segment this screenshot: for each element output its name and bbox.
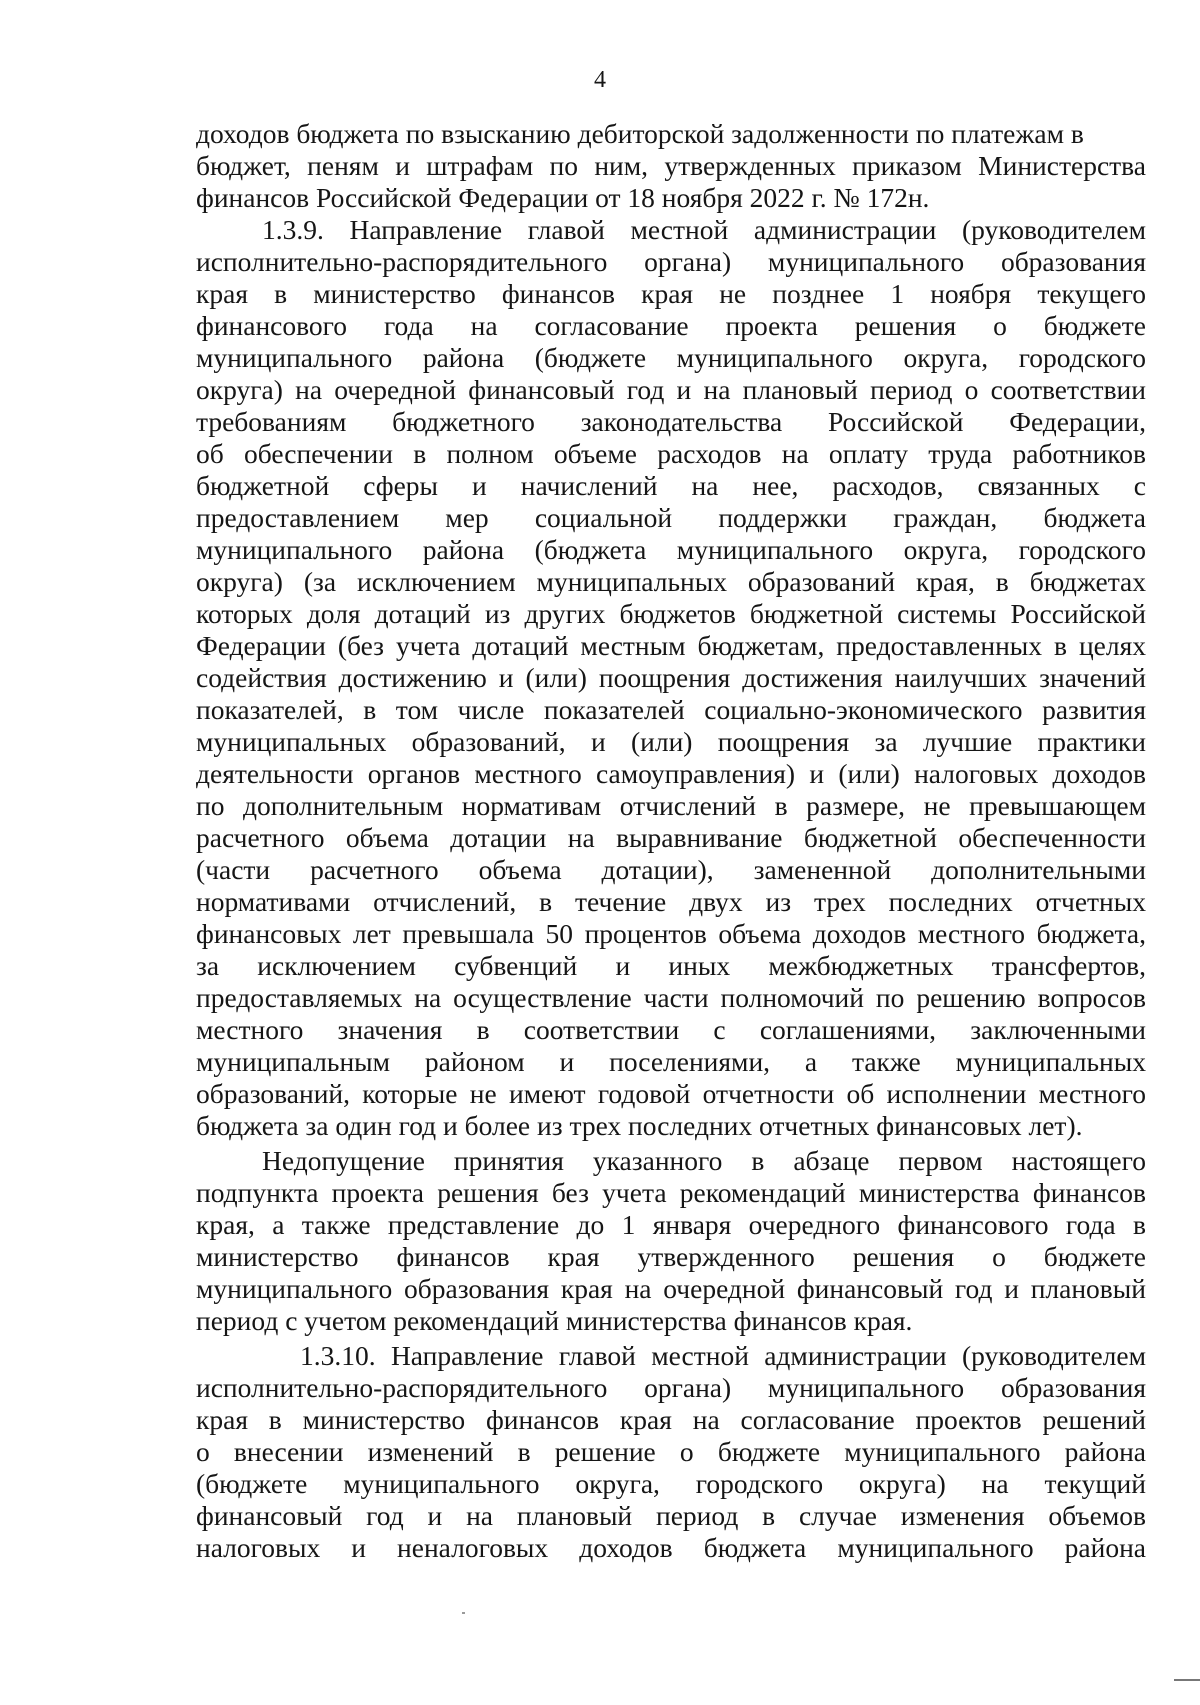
text-line: образований, которые не имеют годовой отчетности об исполнении местного <box>196 1078 1146 1109</box>
text-line: о внесении изменений в решение о бюджете муниципального района <box>196 1436 1146 1467</box>
text-line: муниципального района (бюджета муниципального округа, городского <box>196 534 1146 565</box>
text-line: нормативами отчислений, в течение двух из трех последних отчетных <box>196 886 1146 917</box>
text-line: исполнительно-распорядительного органа) муниципального образования <box>196 246 1146 277</box>
text-line: 1.3.10. Направление главой местной администрации (руководителем <box>300 1340 1146 1371</box>
text-line: расчетного объема дотации на выравнивание бюджетной обеспеченности <box>196 822 1146 853</box>
text-line: 1.3.9. Направление главой местной администрации (руководителем <box>262 214 1146 245</box>
text-line: (части расчетного объема дотации), замененной дополнительными <box>196 854 1146 885</box>
text-line: министерство финансов края утвержденного решения о бюджете <box>196 1241 1146 1272</box>
text-line: муниципальных образований, и (или) поощрения за лучшие практики <box>196 726 1146 757</box>
text-line: деятельности органов местного самоуправления) и (или) налоговых доходов <box>196 758 1146 789</box>
text-line: подпункта проекта решения без учета рекомендаций министерства финансов <box>196 1177 1146 1208</box>
text-line: предоставлением мер социальной поддержки граждан, бюджета <box>196 502 1146 533</box>
scan-edge-mark <box>1174 1679 1200 1681</box>
text-line: муниципального образования края на очередной финансовый год и плановый <box>196 1273 1146 1304</box>
text-line: предоставляемых на осуществление части полномочий по решению вопросов <box>196 982 1146 1013</box>
text-line: доходов бюджета по взысканию дебиторской задолженности по платежам в <box>196 118 1084 149</box>
text-line: округа) на очередной финансовый год и на плановый период о соответствии <box>196 374 1146 405</box>
text-line: содействия достижению и (или) поощрения достижения наилучших значений <box>196 662 1146 693</box>
text-line: период с учетом рекомендаций министерства финансов края. <box>196 1305 913 1336</box>
text-line: об обеспечении в полном объеме расходов на оплату труда работников <box>196 438 1146 469</box>
text-line: Недопущение принятия указанного в абзаце первом настоящего <box>262 1145 1146 1176</box>
text-line: по дополнительным нормативам отчислений в размере, не превышающем <box>196 790 1146 821</box>
text-line: финансовый год и на плановый период в случае изменения объемов <box>196 1500 1146 1531</box>
text-line: налоговых и неналоговых доходов бюджета муниципального района <box>196 1532 1146 1563</box>
text-line: бюджет, пеням и штрафам по ним, утвержденных приказом Министерства <box>196 150 1146 181</box>
text-line: муниципального района (бюджете муниципального округа, городского <box>196 342 1146 373</box>
text-line: округа) (за исключением муниципальных образований края, в бюджетах <box>196 566 1146 597</box>
text-line: показателей, в том числе показателей социально-экономического развития <box>196 694 1146 725</box>
text-line: (бюджете муниципального округа, городского округа) на текущий <box>196 1468 1146 1499</box>
text-line: местного значения в соответствии с соглашениями, заключенными <box>196 1014 1146 1045</box>
text-line: за исключением субвенций и иных межбюджетных трансфертов, <box>196 950 1146 981</box>
text-line: края в министерство финансов края не позднее 1 ноября текущего <box>196 278 1146 309</box>
text-line: исполнительно-распорядительного органа) муниципального образования <box>196 1372 1146 1403</box>
text-line: муниципальным районом и поселениями, а также муниципальных <box>196 1046 1146 1077</box>
page-number: 4 <box>594 67 606 93</box>
text-line: бюджетной сферы и начислений на нее, расходов, связанных с <box>196 470 1146 501</box>
text-line: которых доля дотаций из других бюджетов бюджетной системы Российской <box>196 598 1146 629</box>
text-line: требованиям бюджетного законодательства Российской Федерации, <box>196 406 1146 437</box>
text-line: бюджета за один год и более из трех последних отчетных финансовых лет). <box>196 1110 1083 1141</box>
text-line: края в министерство финансов края на согласование проектов решений <box>196 1404 1146 1435</box>
text-line: финансовых лет превышала 50 процентов объема доходов местного бюджета, <box>196 918 1146 949</box>
text-line: Федерации (без учета дотаций местным бюджетам, предоставленных в целях <box>196 630 1146 661</box>
text-line: финансов Российской Федерации от 18 ноября 2022 г. № 172н. <box>196 182 930 213</box>
scan-speck <box>462 1612 465 1614</box>
text-line: края, а также представление до 1 января очередного финансового года в <box>196 1209 1146 1240</box>
text-line: финансового года на согласование проекта решения о бюджете <box>196 310 1146 341</box>
